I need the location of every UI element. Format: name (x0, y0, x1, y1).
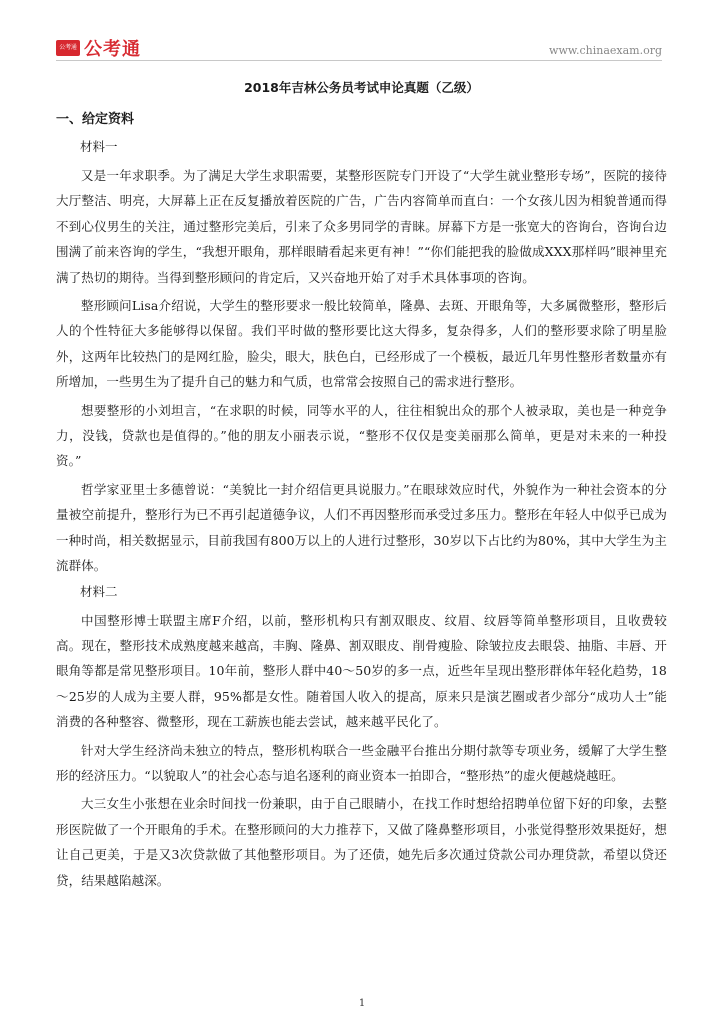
page-header (0, 0, 724, 64)
paragraph: 中国整形博士联盟主席F介绍，以前，整形机构只有割双眼皮、纹眉、纹唇等简单整形项目，且收费较高。现在，整形技术成熟度越来越高，丰胸、隆鼻、割双眼皮、削骨瘦脸、除皱拉皮去眼袋、抽脂、丰唇、开眼角等都是常见整形项目。10年前，整形人群中40～50岁的多一点，近些年呈现出整形群体年轻化趋势，18～25岁的人成为主要人群，95%都是女性。随着国人收入的提高，原来只是演艺圈或者少部分“成功人士”能消费的各种整容、微整形，现在工薪族也能去尝试，越来越平民化了。 (56, 612, 667, 730)
document-body (56, 78, 667, 896)
paragraph: 哲学家亚里士多德曾说：“美貌比一封介绍信更具说服力。”在眼球效应时代，外貌作为一种社会资本的分量被空前提升，整形行为已不再引起道德争议，人们不再因整形而承受过多压力。整形在年轻人中似乎已成为一种时尚，相关数据显示，目前我国有800万以上的人进行过整形，30岁以下占比约为80%，其中大学生为主流群体。 (56, 481, 667, 574)
site-url[interactable]: www.chinaexam.org (549, 44, 662, 57)
paragraph: 又是一年求职季。为了满足大学生求职需要，某整形医院专门开设了“大学生就业整形专场”，医院的接待大厅整洁、明亮，大屏幕上正在反复播放着医院的广告，广告内容简单而直白：一个女孩儿因为相貌普通而得不到心仪男生的关注，通过整形完美后，引来了众多男同学的青睐。屏幕下方是一张宽大的咨询台，咨询台边围满了前来咨询的学生，“我想开眼角，那样眼睛看起来更有神！”“你们能把我的脸做成XXX那样吗”眼神里充满了热切的期待。当得到整形顾问的肯定后，又兴奋地开始了对手术具体事项的咨询。 (56, 168, 667, 285)
paragraph: 针对大学生经济尚未独立的特点，整形机构联合一些金融平台推出分期付款等专项业务，缓解了大学生整形的经济压力。“以貌取人”的社会心态与追名逐利的商业资本一拍即合，“整形热”的虚火便越烧越旺。 (56, 742, 667, 783)
paragraph: 整形顾问Lisa介绍说，大学生的整形要求一般比较简单，隆鼻、去斑、开眼角等，大多属微整形，整形后人的个性特征大多能够得以保留。我们平时做的整形要比这大得多，复杂得多，人们的整形要求除了明星脸外，这两年比较热门的是网红脸，脸尖，眼大，肤色白，已经形成了一个模板，最近几年男性整形者数量亦有所增加，一些男生为了提升自己的魅力和气质，也常常会按照自己的需求进行整形。 (56, 298, 667, 390)
logo-badge-icon: 公考通 (56, 40, 80, 56)
material-label: 材料二 (80, 583, 118, 599)
paragraph: 想要整形的小刘坦言，“在求职的时候，同等水平的人，往往相貌出众的那个人被录取，美也是一种竞争力，没钱，贷款也是值得的。”他的朋友小丽表示说，“整形不仅仅是变美丽那么简单，更是对未来的一种投资。” (56, 402, 667, 469)
page-number: 1 (358, 998, 366, 1009)
logo-text: 公考通 (84, 39, 141, 60)
paragraph: 大三女生小张想在业余时间找一份兼职，由于自己眼睛小，在找工作时想给招聘单位留下好的印象，去整形医院做了一个开眼角的手术。在整形顾问的大力推荐下，又做了隆鼻整形项目，小张觉得整形效果挺好，想让自己更美，于是又3次贷款做了其他整形项目。为了还债，她先后多次通过贷款公司办理贷款，希望以贷还贷，结果越陷越深。 (56, 796, 667, 888)
header-divider (56, 60, 662, 61)
document-title: 2018年吉林公务员考试申论真题（乙级） (244, 80, 479, 95)
section-heading: 一、给定资料 (56, 112, 135, 127)
material-label: 材料一 (80, 139, 118, 154)
site-logo[interactable] (56, 35, 141, 61)
